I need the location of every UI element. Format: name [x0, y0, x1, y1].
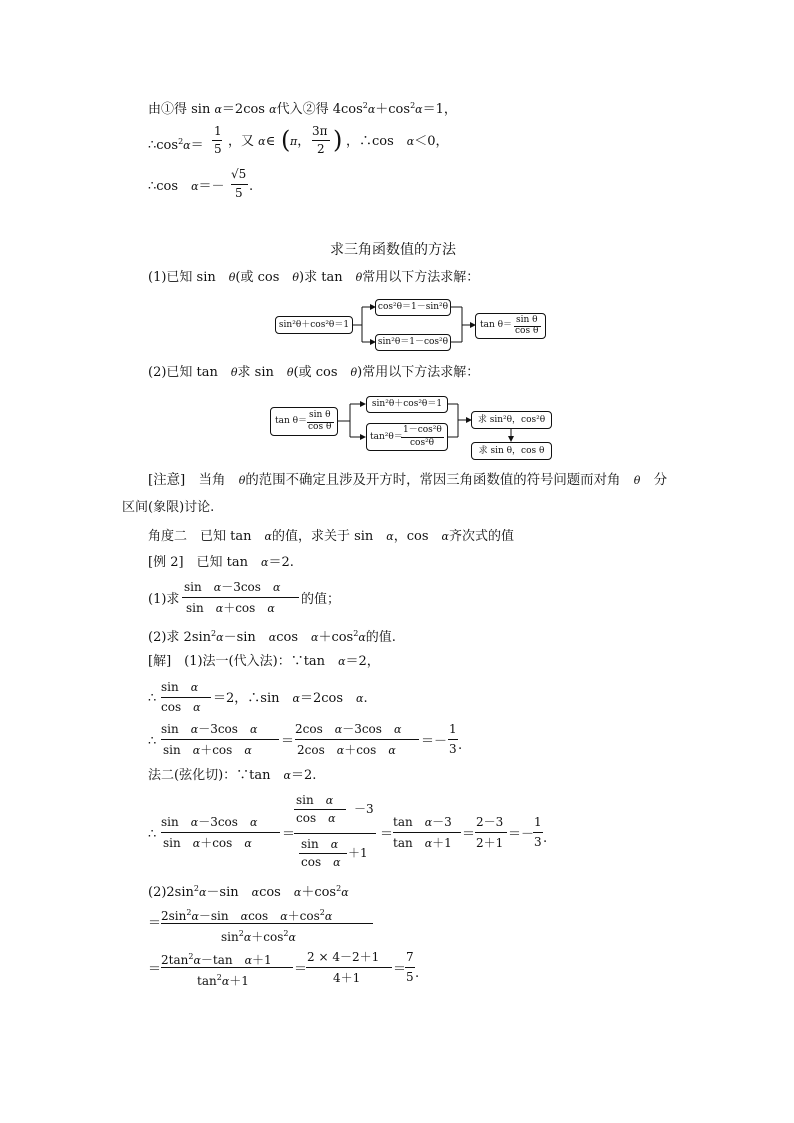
m1-box-start: sin²θ＋cos²θ＝1	[275, 316, 353, 334]
derivation-line-3-end: .	[249, 179, 254, 194]
s8-eq-1: ＝	[148, 962, 162, 977]
solution-part-2-line-1: $(2)2\sin^2\alpha-\sin$ αcos $\alpha+\cos^2\alpha$	[148, 884, 349, 900]
solution-line-1: [解] (1)法一(代入法)：∵tan α＝2，	[148, 654, 380, 669]
s3-dot: .	[458, 738, 463, 753]
m2-box-start: tan θ＝ sin θ cos θ	[270, 407, 338, 436]
s5-eq-3: ＝	[462, 827, 476, 842]
m2-box-bottom: tan²θ＝ 1－cos²θ cos²θ	[366, 423, 448, 451]
interval-right-paren: )	[333, 126, 343, 154]
s8-dot: .	[415, 966, 420, 981]
note-line-2: 区间(象限)讨论.	[122, 500, 215, 515]
therefore-1: ∴	[148, 691, 157, 706]
s8-eq-3: ＝	[393, 962, 407, 977]
note-line-1: [注意] 当角 θ的范围不确定且涉及开方时，常因三角函数值的符号问题而对角 θ 分	[148, 473, 668, 488]
m1-box-top: cos²θ＝1－sin²θ	[375, 299, 451, 316]
s8-eq-2: ＝	[294, 962, 308, 977]
m1-box-end: tan θ＝ sin θ cos θ	[475, 313, 546, 339]
therefore-2: ∴	[148, 734, 157, 749]
interval-pi: π，	[290, 134, 311, 149]
q1-prefix: (1)求	[148, 592, 180, 607]
interval-left-paren: (	[281, 126, 291, 154]
section-title: 求三角函数值的方法	[330, 242, 456, 258]
s5-eq-1: ＝	[282, 827, 296, 842]
s7-eq: ＝	[148, 916, 162, 931]
solution-method-2: 法二(弦化切)：∵tan α＝2.	[148, 768, 317, 783]
m2-box-right-top: 求 sin²θ，cos²θ	[471, 411, 552, 429]
q1-suffix: 的值；	[301, 592, 341, 607]
s3-eq-1: ＝	[281, 734, 295, 749]
method-2-text: (2)已知 tan θ求 sin θ(或 cos θ)常用以下方法求解：	[148, 365, 480, 380]
therefore-3: ∴	[148, 827, 157, 842]
derivation-line-2c: ，∴cos α＜0，	[346, 134, 449, 149]
s2-rest: ＝2，∴sin α＝2cos α.	[213, 691, 368, 706]
s5-result: ＝－	[508, 827, 535, 842]
s5-eq-2: ＝	[380, 827, 394, 842]
s5-dot: .	[543, 831, 548, 846]
m2-box-right-bottom: 求 sin θ，cos θ	[471, 442, 552, 460]
angle-2-heading: 角度二 已知 tan α的值，求关于 sin α，cos α齐次式的值	[148, 529, 514, 544]
method-1-text: (1)已知 sin θ(或 cos θ)求 tan θ常用以下方法求解：	[148, 270, 480, 285]
s3-result: ＝－	[421, 734, 448, 749]
m1-box-bottom: sin²θ＝1－cos²θ	[375, 334, 451, 351]
m2-box-top: sin²θ＋cos²θ＝1	[366, 396, 448, 413]
derivation-line-3: ∴cos α＝－	[148, 179, 225, 194]
example-2-title: [例 2] 已知 tan α＝2.	[148, 555, 294, 570]
derivation-line-2b: ，又 α∈	[228, 134, 276, 149]
q2-text: (2)求 $2\sin^2\alpha-\sin$ αcos $\alpha+\cos^2\alpha$的值.	[148, 629, 396, 645]
derivation-line-2a: $\therefore\cos^2\alpha=$	[148, 137, 204, 153]
derivation-line-1: 由①得 sin α＝2cos α代入②得 $4\cos^2\alpha+\cos^2\alpha=1$，	[148, 101, 457, 117]
